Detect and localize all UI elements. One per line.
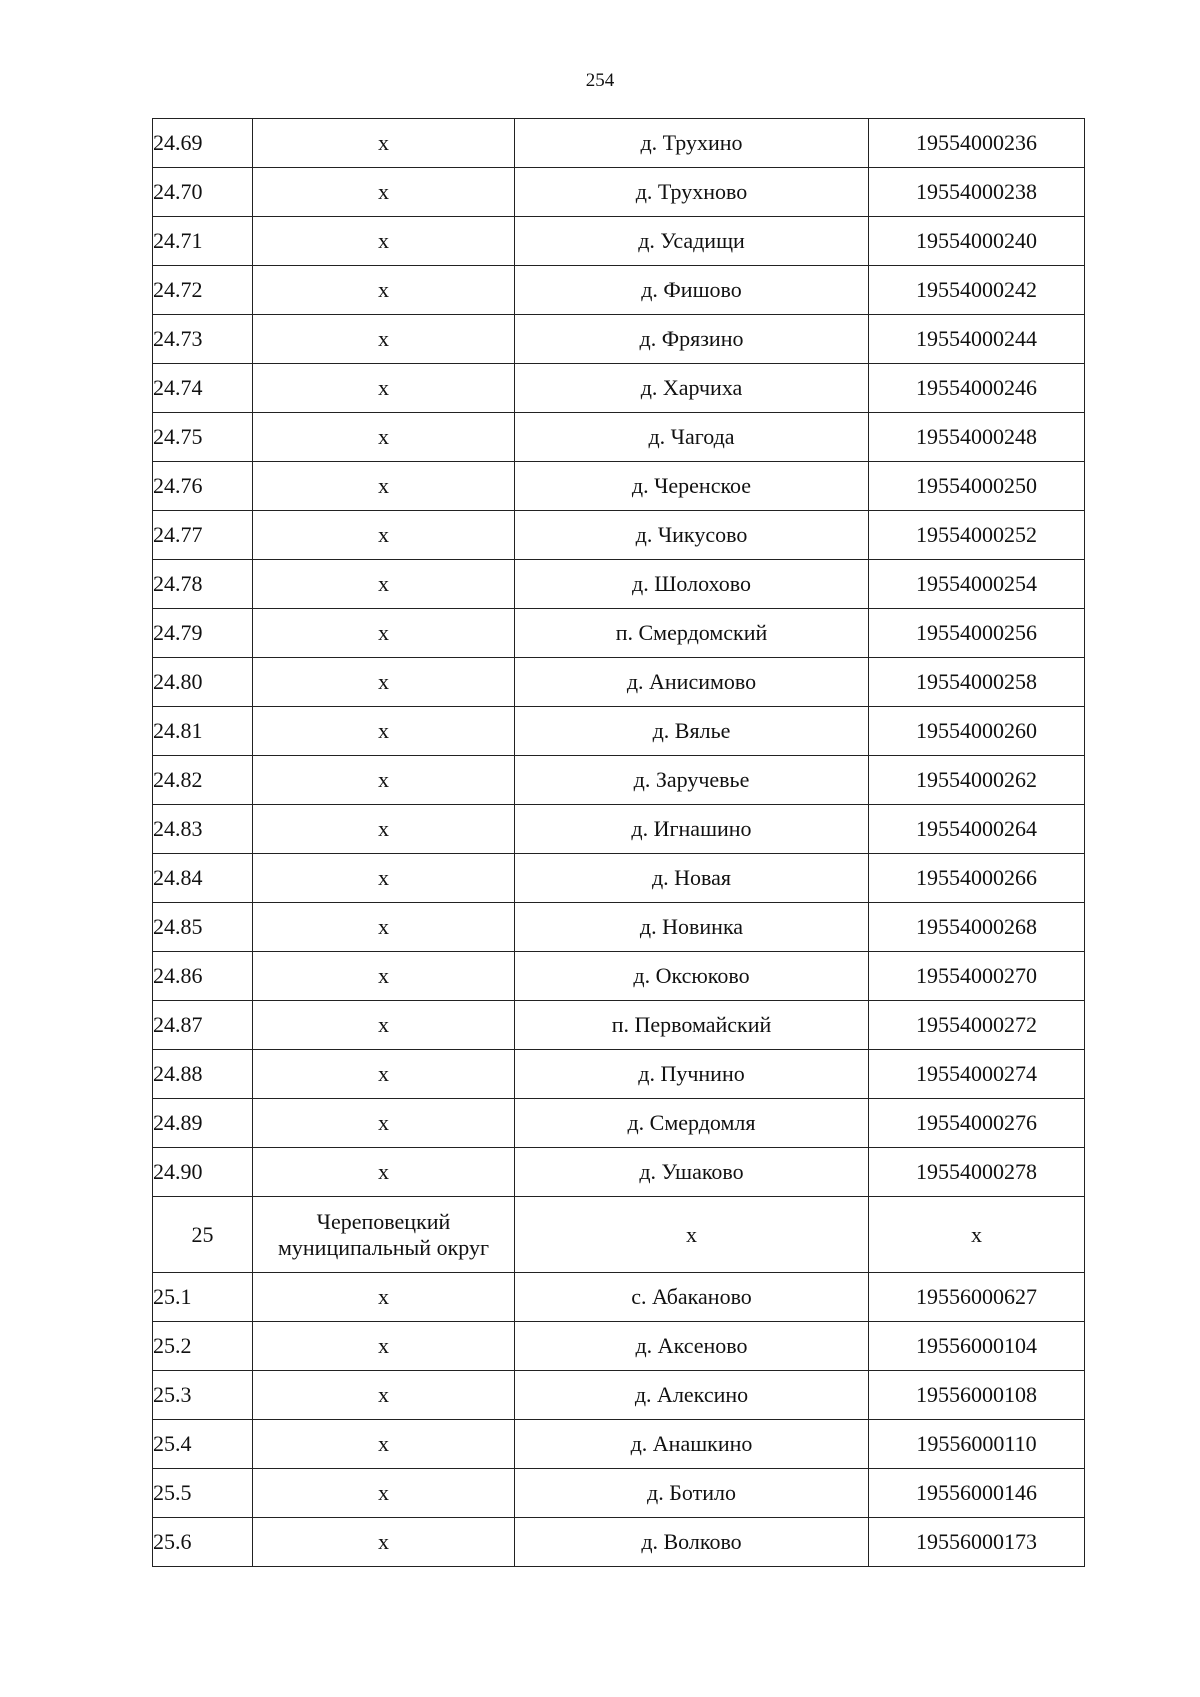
settlement-name-cell: п. Первомайский xyxy=(515,1001,869,1050)
settlement-name-cell: д. Заручевье xyxy=(515,756,869,805)
table-row xyxy=(153,952,1085,1001)
settlement-name-cell: д. Ушаково xyxy=(515,1148,869,1197)
table-row xyxy=(153,1001,1085,1050)
district-cell: х xyxy=(253,854,515,903)
row-number-cell: 24.72 xyxy=(153,266,253,315)
settlement-name-cell: д. Харчиха xyxy=(515,364,869,413)
row-number-cell: 24.78 xyxy=(153,560,253,609)
district-cell: х xyxy=(253,903,515,952)
row-number-cell: 25.3 xyxy=(153,1371,253,1420)
table-row xyxy=(153,756,1085,805)
settlement-name-cell: д. Смердомля xyxy=(515,1099,869,1148)
district-cell: х xyxy=(253,413,515,462)
row-number-cell: 24.84 xyxy=(153,854,253,903)
settlement-name-cell: д. Игнашино xyxy=(515,805,869,854)
district-cell: х xyxy=(253,1148,515,1197)
row-number-cell: 24.85 xyxy=(153,903,253,952)
district-cell: х xyxy=(253,1322,515,1371)
table-row xyxy=(153,805,1085,854)
row-number-cell: 24.77 xyxy=(153,511,253,560)
oktmo-code-cell: 19554000268 xyxy=(869,903,1085,952)
oktmo-code-cell: 19554000266 xyxy=(869,854,1085,903)
oktmo-code-cell: 19554000276 xyxy=(869,1099,1085,1148)
district-cell: х xyxy=(253,609,515,658)
row-number-cell: 25.6 xyxy=(153,1518,253,1567)
row-number-cell: 25.4 xyxy=(153,1420,253,1469)
oktmo-code-cell: 19554000252 xyxy=(869,511,1085,560)
settlement-name-cell: д. Черенское xyxy=(515,462,869,511)
page-number: 254 xyxy=(585,70,615,91)
row-number-cell: 25.1 xyxy=(153,1273,253,1322)
oktmo-code-cell: 19554000270 xyxy=(869,952,1085,1001)
district-cell: х xyxy=(253,217,515,266)
district-cell: х xyxy=(253,1371,515,1420)
oktmo-code-cell: 19556000110 xyxy=(869,1420,1085,1469)
table-row xyxy=(153,609,1085,658)
oktmo-code-cell: 19554000248 xyxy=(869,413,1085,462)
row-number-cell: 24.74 xyxy=(153,364,253,413)
settlement-name-cell: д. Анашкино xyxy=(515,1420,869,1469)
row-number-cell: 24.76 xyxy=(153,462,253,511)
settlement-name-cell: д. Алексино xyxy=(515,1371,869,1420)
row-number-cell: 25.5 xyxy=(153,1469,253,1518)
oktmo-code-cell: 19554000260 xyxy=(869,707,1085,756)
row-number-cell: 24.89 xyxy=(153,1099,253,1148)
district-cell: х xyxy=(253,364,515,413)
district-cell: х xyxy=(253,1001,515,1050)
oktmo-code-cell: 19554000236 xyxy=(869,119,1085,168)
settlement-name-cell: д. Трухново xyxy=(515,168,869,217)
oktmo-code-cell: 19554000278 xyxy=(869,1148,1085,1197)
table-row xyxy=(153,658,1085,707)
settlement-name-cell: д. Вялье xyxy=(515,707,869,756)
settlement-name-cell: д. Волково xyxy=(515,1518,869,1567)
settlement-name-cell: д. Чагода xyxy=(515,413,869,462)
oktmo-code-cell: 19554000242 xyxy=(869,266,1085,315)
table-row xyxy=(153,315,1085,364)
district-cell: х xyxy=(253,1273,515,1322)
table-row xyxy=(153,1322,1085,1371)
oktmo-code-cell: 19554000250 xyxy=(869,462,1085,511)
oktmo-code-cell: 19554000238 xyxy=(869,168,1085,217)
oktmo-code-cell: 19554000264 xyxy=(869,805,1085,854)
district-cell: х xyxy=(253,119,515,168)
row-number-cell: 24.69 xyxy=(153,119,253,168)
table-row xyxy=(153,266,1085,315)
oktmo-code-cell: 19556000173 xyxy=(869,1518,1085,1567)
table-row xyxy=(153,854,1085,903)
row-number-cell: 24.83 xyxy=(153,805,253,854)
district-cell: х xyxy=(253,805,515,854)
row-number-cell: 24.90 xyxy=(153,1148,253,1197)
oktmo-code-cell: 19556000108 xyxy=(869,1371,1085,1420)
settlement-name-cell: д. Пучнино xyxy=(515,1050,869,1099)
row-number-cell: 24.86 xyxy=(153,952,253,1001)
row-number-cell: 24.79 xyxy=(153,609,253,658)
settlement-name-cell: д. Новинка xyxy=(515,903,869,952)
settlement-name-cell: д. Фрязино xyxy=(515,315,869,364)
oktmo-code-cell: 19556000146 xyxy=(869,1469,1085,1518)
oktmo-code-cell: 19554000262 xyxy=(869,756,1085,805)
district-cell: х xyxy=(253,266,515,315)
row-number-cell: 24.82 xyxy=(153,756,253,805)
settlement-name-cell: д. Оксюково xyxy=(515,952,869,1001)
table-row xyxy=(153,1518,1085,1567)
row-number-cell: 25.2 xyxy=(153,1322,253,1371)
table-row xyxy=(153,1099,1085,1148)
settlement-name-cell: д. Трухино xyxy=(515,119,869,168)
district-cell: х xyxy=(253,1420,515,1469)
oktmo-code-cell: 19554000246 xyxy=(869,364,1085,413)
settlement-name-cell: д. Анисимово xyxy=(515,658,869,707)
row-number-cell: 24.80 xyxy=(153,658,253,707)
district-cell: х xyxy=(253,1518,515,1567)
oktmo-code-cell: 19556000627 xyxy=(869,1273,1085,1322)
district-cell: х xyxy=(253,168,515,217)
district-cell: х xyxy=(253,462,515,511)
oktmo-code-cell: 19554000244 xyxy=(869,315,1085,364)
oktmo-code-cell: 19554000254 xyxy=(869,560,1085,609)
table-row xyxy=(153,1469,1085,1518)
settlement-name-cell: х xyxy=(515,1197,869,1273)
settlement-name-cell: с. Абаканово xyxy=(515,1273,869,1322)
district-cell: х xyxy=(253,1469,515,1518)
table-row xyxy=(153,560,1085,609)
table-row xyxy=(153,707,1085,756)
row-number-cell: 24.75 xyxy=(153,413,253,462)
district-cell: х xyxy=(253,756,515,805)
row-number-cell: 24.70 xyxy=(153,168,253,217)
table-row xyxy=(153,1050,1085,1099)
table-row xyxy=(153,413,1085,462)
table-row xyxy=(153,1371,1085,1420)
district-cell: х xyxy=(253,511,515,560)
oktmo-code-cell: 19554000274 xyxy=(869,1050,1085,1099)
table-row xyxy=(153,1273,1085,1322)
district-cell: х xyxy=(253,1099,515,1148)
settlement-name-cell: п. Смердомский xyxy=(515,609,869,658)
district-cell: х xyxy=(253,658,515,707)
district-cell: х xyxy=(253,1050,515,1099)
row-number-cell: 24.88 xyxy=(153,1050,253,1099)
oktmo-code-cell: 19554000272 xyxy=(869,1001,1085,1050)
row-number-cell: 24.87 xyxy=(153,1001,253,1050)
settlement-name-cell: д. Шолохово xyxy=(515,560,869,609)
district-cell: х xyxy=(253,315,515,364)
table-group-row xyxy=(153,1197,1085,1273)
district-cell: х xyxy=(253,707,515,756)
table-row xyxy=(153,119,1085,168)
district-cell: х xyxy=(253,952,515,1001)
row-number-cell: 24.81 xyxy=(153,707,253,756)
district-name-line: Череповецкий xyxy=(316,1208,451,1234)
settlement-name-cell: д. Усадищи xyxy=(515,217,869,266)
table-row xyxy=(153,168,1085,217)
settlement-name-cell: д. Фишово xyxy=(515,266,869,315)
table-row xyxy=(153,1420,1085,1469)
table-row xyxy=(153,462,1085,511)
oktmo-code-cell: 19556000104 xyxy=(869,1322,1085,1371)
oktmo-code-cell: 19554000258 xyxy=(869,658,1085,707)
district-cell: х xyxy=(253,560,515,609)
settlements-table xyxy=(152,118,1085,1567)
table-row xyxy=(153,1148,1085,1197)
district-name-line: муниципальный округ xyxy=(277,1234,489,1260)
table-row xyxy=(153,903,1085,952)
oktmo-code-cell: 19554000240 xyxy=(869,217,1085,266)
settlement-name-cell: д. Ботило xyxy=(515,1469,869,1518)
settlement-name-cell: д. Новая xyxy=(515,854,869,903)
oktmo-code-cell: 19554000256 xyxy=(869,609,1085,658)
row-number-cell: 24.73 xyxy=(153,315,253,364)
settlement-name-cell: д. Чикусово xyxy=(515,511,869,560)
row-number-cell: 24.71 xyxy=(153,217,253,266)
district-cell xyxy=(253,1197,515,1273)
table-row xyxy=(153,217,1085,266)
settlement-name-cell: д. Аксеново xyxy=(515,1322,869,1371)
table-row xyxy=(153,364,1085,413)
row-number-cell: 25 xyxy=(153,1197,253,1273)
oktmo-code-cell: х xyxy=(869,1197,1085,1273)
table-row xyxy=(153,511,1085,560)
